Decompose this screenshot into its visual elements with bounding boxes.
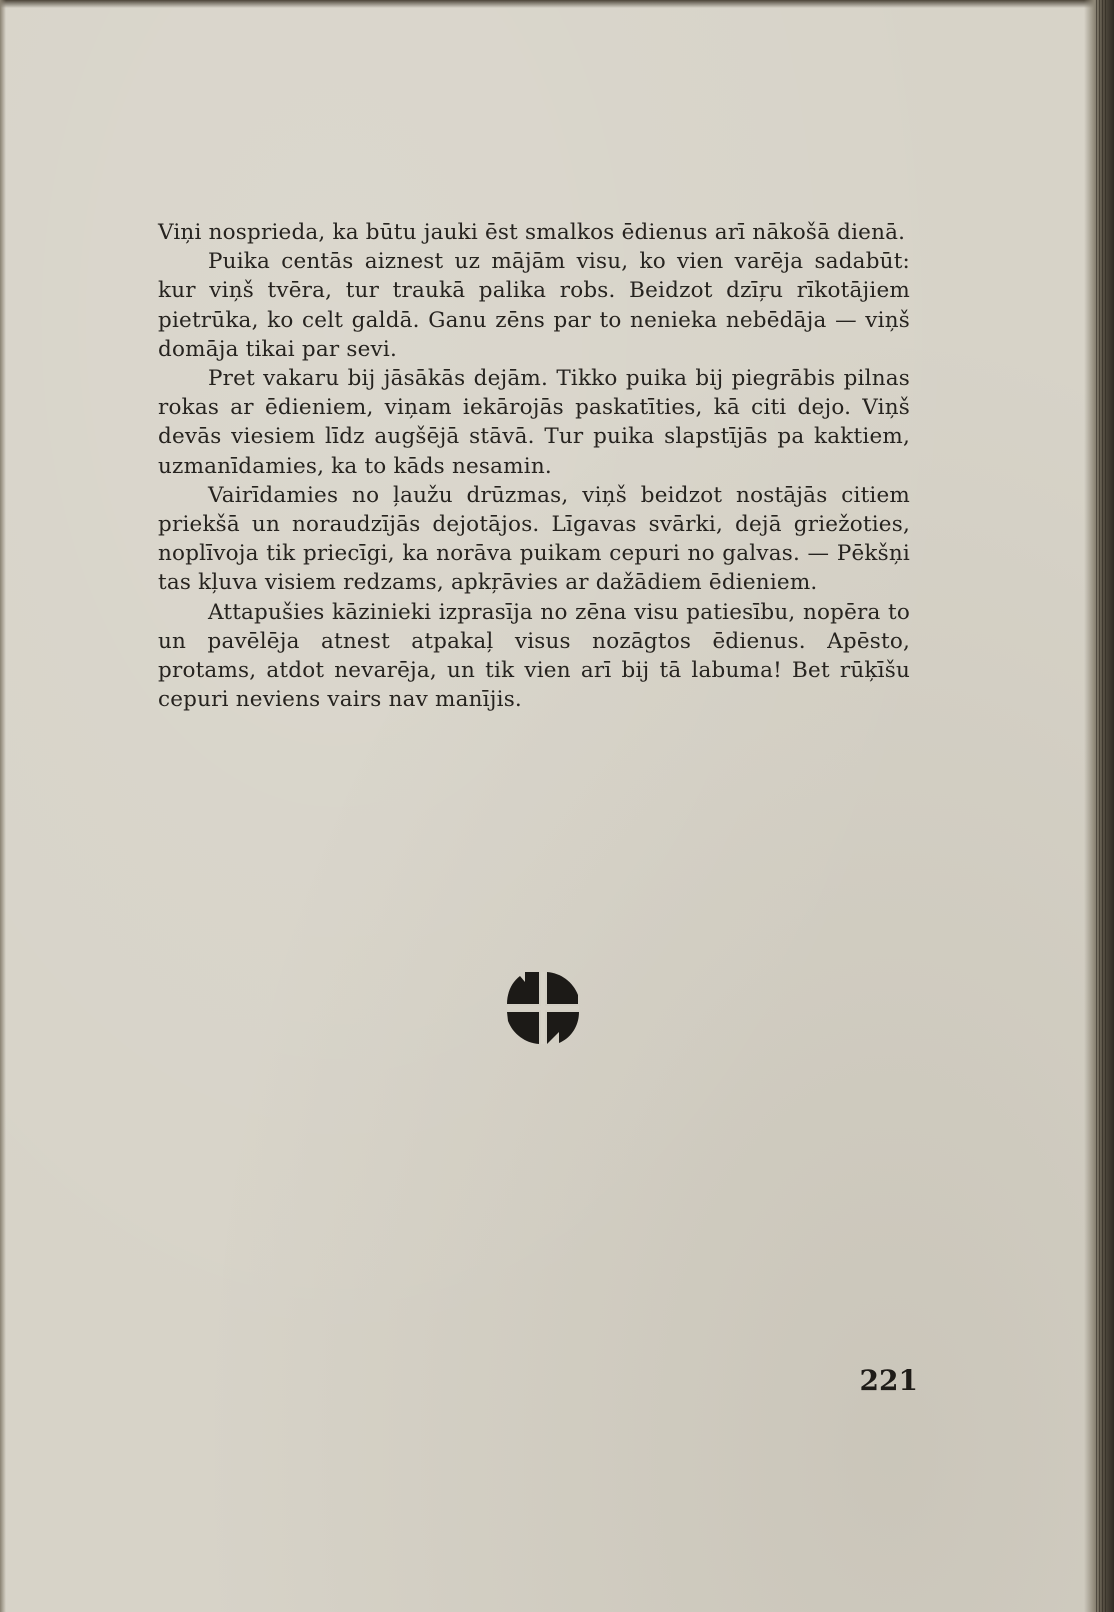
page-right-edge-lines	[1096, 0, 1106, 1612]
paragraph-2: Puika centās aiznest uz mājām visu, ko vien varēja sadabūt: kur viņš tvēra, tur traukā palika robs. Beidzot dzīŗu rīkotājiem pietrūka, ko celt galdā. Ganu zēns par to nenieka nebēdāja — viņš domāja tikai par sevi.	[158, 249, 910, 362]
cross-circle-ornament-icon	[503, 968, 583, 1048]
paragraph-3: Pret vakaru bij jāsākās dejām. Tikko puika bij piegrābis pilnas rokas ar ēdieniem, viņam iekārojās paskatīties, kā citi dejo. Viņš devās viesiem līdz augšējā stāvā. Tur puika slapstījās pa kaktiem, uzmanīdamies, ka to kāds nesamin.	[158, 366, 910, 479]
page-number: 221	[859, 1364, 918, 1397]
paragraph-5: Attapušies kāzinieki izprasīja no zēna visu patiesību, nopēra to un pavēlēja atnest atpakaļ visus nozāgtos ēdienus. Apēsto, protams, atdot nevarēja, un tik vien arī bij tā labuma! Bet rūķīšu cepuri neviens vairs nav manījis.	[158, 599, 910, 713]
story-text	[158, 218, 910, 714]
paragraph-1: Viņi nosprieda, ka būtu jauki ēst smalkos ēdienus arī nākošā dienā.	[158, 220, 906, 245]
paragraph-4: Vairīdamies no ļaužu drūzmas, viņš beidzot nostājās citiem priekšā un noraudzījās dejotājos. Līgavas svārki, dejā griežoties, noplīvoja tik priecīgi, ka norāva puikam cepuri no galvas. — Pēkšņi tas kļuva visiem redzams, apkŗāvies ar dažādiem ēdieniem.	[158, 482, 910, 596]
page-top-shadow	[0, 0, 1114, 8]
page-left-edge	[0, 0, 6, 1612]
